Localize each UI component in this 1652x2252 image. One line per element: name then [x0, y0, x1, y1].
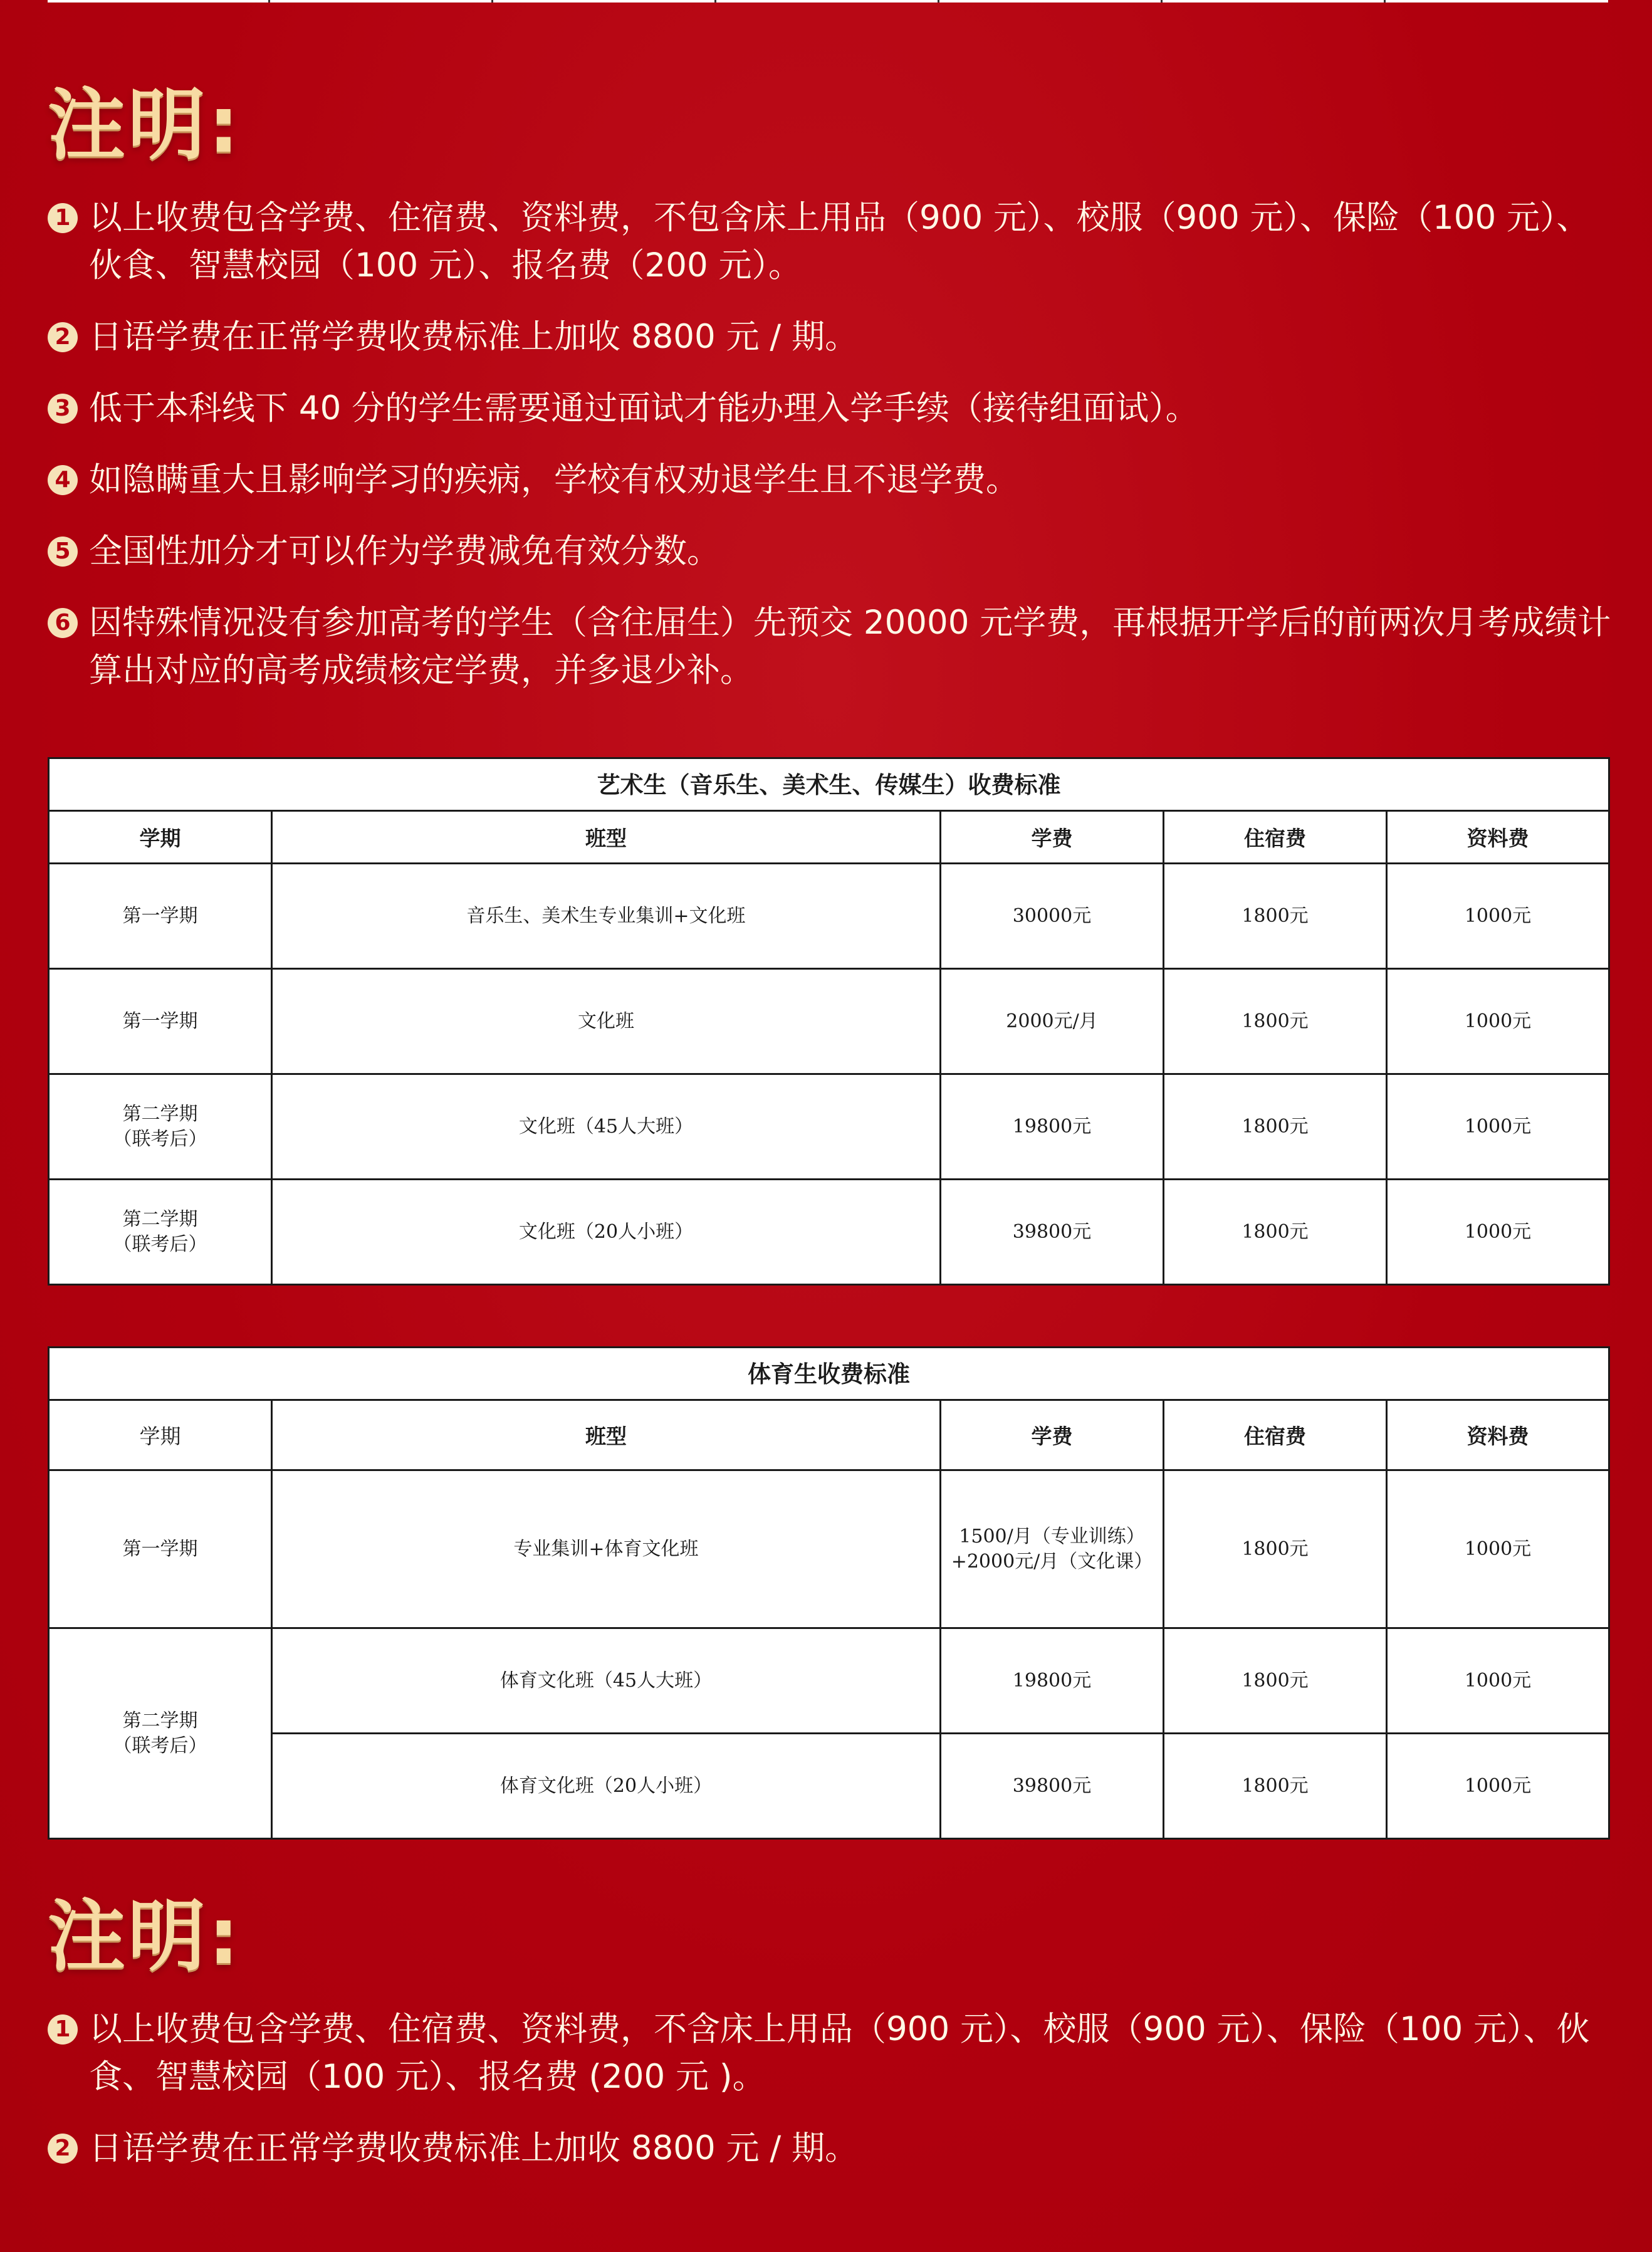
- note-text: 如隐瞒重大且影响学习的疾病，学校有权劝退学生且不退学费。: [89, 461, 1019, 499]
- note-text: 以上收费包含学费、住宿费、资料费，不包含床上用品（900 元）、校服（900 元）、保险（100 元）、伙食、智慧校园（100 元）、报名费（200 元）。: [89, 199, 1590, 285]
- note-item: [48, 194, 1614, 290]
- class-cell: 文化班: [272, 969, 941, 1074]
- term-label: 第二学期: [122, 1709, 198, 1732]
- note-text: 因特殊情况没有参加高考的学生（含往届生）先预交 20000 元学费，再根据开学后的前两次月考成绩计算出对应的高考成绩核定学费，并多退少补。: [89, 604, 1611, 689]
- note-item: [48, 385, 1614, 432]
- column-header: 班型: [272, 811, 941, 864]
- term-label: 第二学期: [122, 1208, 198, 1230]
- lodging-cell: 1800元: [1164, 1628, 1387, 1734]
- previous-table-bottom-edge: [48, 0, 1608, 3]
- column-header: 学期: [49, 811, 272, 864]
- class-cell: 体育文化班（45人大班）: [272, 1628, 941, 1734]
- materials-cell: 1000元: [1387, 1628, 1609, 1734]
- tuition-cell: 19800元: [941, 1628, 1164, 1734]
- class-cell: 专业集训+体育文化班: [272, 1470, 941, 1628]
- table-row: [49, 864, 1609, 969]
- number-badge-icon: 1: [48, 203, 78, 233]
- number-badge-icon: 2: [48, 2134, 78, 2164]
- table-caption: 艺术生（音乐生、美术生、传媒生）收费标准: [49, 758, 1609, 811]
- note-item: [48, 456, 1614, 504]
- notes-list: [48, 2006, 1614, 2196]
- sports-fee-table: [48, 1346, 1610, 1840]
- class-cell: 文化班（20人小班）: [272, 1180, 941, 1285]
- term-cell: [49, 1628, 272, 1839]
- materials-cell: 1000元: [1387, 969, 1609, 1074]
- tuition-cell: 2000元/月: [941, 969, 1164, 1074]
- lodging-cell: 1800元: [1164, 1180, 1387, 1285]
- table-row: [49, 1470, 1609, 1628]
- tuition-line: 1500/月（专业训练）: [959, 1525, 1145, 1548]
- column-header: 资料费: [1387, 1400, 1609, 1470]
- note-item: [48, 599, 1614, 694]
- term-sub-label: （联考后）: [113, 1734, 207, 1757]
- number-badge-icon: 5: [48, 537, 78, 567]
- table-row: [49, 1734, 1609, 1839]
- column-header: 住宿费: [1164, 811, 1387, 864]
- term-sub-label: （联考后）: [113, 1233, 207, 1255]
- notes-title: 注明:: [48, 1892, 242, 1982]
- tuition-cell: 30000元: [941, 864, 1164, 969]
- class-cell: 音乐生、美术生专业集训+文化班: [272, 864, 941, 969]
- table-row: [49, 1180, 1609, 1285]
- materials-cell: 1000元: [1387, 864, 1609, 969]
- note-item: [48, 313, 1614, 361]
- column-header: 班型: [272, 1400, 941, 1470]
- number-badge-icon: 6: [48, 608, 78, 638]
- note-text: 日语学费在正常学费收费标准上加收 8800 元 / 期。: [89, 2129, 859, 2167]
- notes-title: 注明:: [48, 80, 242, 170]
- lodging-cell: 1800元: [1164, 864, 1387, 969]
- note-item: [48, 528, 1614, 575]
- class-cell: 体育文化班（20人小班）: [272, 1734, 941, 1839]
- term-cell: [49, 1074, 272, 1180]
- art-fee-table: [48, 757, 1610, 1286]
- term-cell: [49, 1180, 272, 1285]
- table-caption: 体育生收费标准: [49, 1348, 1609, 1400]
- note-item: [48, 2006, 1614, 2101]
- tuition-cell: [941, 1470, 1164, 1628]
- class-cell: 文化班（45人大班）: [272, 1074, 941, 1180]
- materials-cell: 1000元: [1387, 1180, 1609, 1285]
- lodging-cell: 1800元: [1164, 1470, 1387, 1628]
- lodging-cell: 1800元: [1164, 1074, 1387, 1180]
- materials-cell: 1000元: [1387, 1074, 1609, 1180]
- term-cell: 第一学期: [49, 969, 272, 1074]
- number-badge-icon: 1: [48, 2014, 78, 2045]
- table-row: [49, 1074, 1609, 1180]
- notes-list: [48, 194, 1614, 718]
- column-header: 住宿费: [1164, 1400, 1387, 1470]
- note-text: 日语学费在正常学费收费标准上加收 8800 元 / 期。: [89, 318, 859, 356]
- table-row: [49, 969, 1609, 1074]
- column-header: 学费: [941, 1400, 1164, 1470]
- term-label: 第二学期: [122, 1102, 198, 1125]
- term-cell: 第一学期: [49, 864, 272, 969]
- note-text: 低于本科线下 40 分的学生需要通过面试才能办理入学手续（接待组面试）。: [89, 389, 1199, 427]
- tuition-cell: 19800元: [941, 1074, 1164, 1180]
- note-text: 全国性加分才可以作为学费减免有效分数。: [89, 532, 720, 570]
- tuition-cell: 39800元: [941, 1180, 1164, 1285]
- term-cell: 第一学期: [49, 1470, 272, 1628]
- term-sub-label: （联考后）: [113, 1128, 207, 1150]
- note-item: [48, 2125, 1614, 2172]
- lodging-cell: 1800元: [1164, 1734, 1387, 1839]
- lodging-cell: 1800元: [1164, 969, 1387, 1074]
- column-header: 学费: [941, 811, 1164, 864]
- materials-cell: 1000元: [1387, 1470, 1609, 1628]
- table-row: [49, 1628, 1609, 1734]
- number-badge-icon: 2: [48, 322, 78, 352]
- tuition-line: +2000元/月（文化课）: [951, 1550, 1153, 1573]
- number-badge-icon: 4: [48, 465, 78, 495]
- number-badge-icon: 3: [48, 394, 78, 424]
- tuition-cell: 39800元: [941, 1734, 1164, 1839]
- column-header: 资料费: [1387, 811, 1609, 864]
- note-text: 以上收费包含学费、住宿费、资料费，不含床上用品（900 元）、校服（900 元）、保险（100 元）、伙食、智慧校园（100 元）、报名费 (200 元 )。: [89, 2010, 1590, 2096]
- materials-cell: 1000元: [1387, 1734, 1609, 1839]
- column-header: 学期: [49, 1400, 272, 1470]
